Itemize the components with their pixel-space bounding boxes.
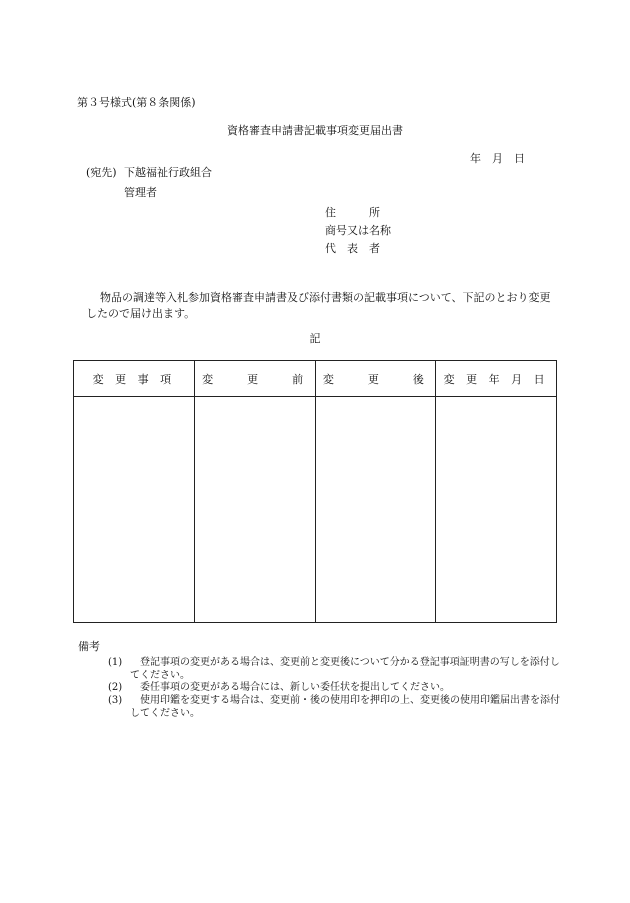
table-row [74,397,557,623]
form-number: 第３号様式(第８条関係) [77,96,196,109]
note-item [108,656,560,682]
note-number: (1) [108,657,123,668]
header-change-date: 変 更 年 月 日 [436,361,557,397]
note-text: 登記事項の変更がある場合は、変更前と変更後について分かる登記事項証明書の写しを添付してください。 [130,657,560,681]
notes-heading: 備考 [78,640,100,653]
header-before: 変 更 前 [194,361,315,397]
body-paragraph: 物品の調達等入札参加資格審査申請書及び添付書類の記載事項について、下記のとおり変更したので届け出ます。 [86,291,551,320]
ki-heading: 記 [309,332,321,345]
addressee-label: (宛先) [86,166,117,179]
note-text: 委任事項の変更がある場合には、新しい委任状を提出してください。 [130,682,450,693]
table-header-row [74,361,557,397]
header-after: 変 更 後 [315,361,436,397]
applicant-representative-label: 代 表 者 [325,242,380,255]
applicant-name-label: 商号又は名称 [325,224,391,237]
cell-before[interactable] [194,397,315,623]
change-table [73,360,557,623]
cell-change-date[interactable] [436,397,557,623]
document-title: 資格審査申請書記載事項変更届出書 [227,124,403,137]
header-change-item: 変 更 事 項 [74,361,195,397]
applicant-address-label: 住 所 [325,206,380,219]
cell-after[interactable] [315,397,436,623]
date-line: 年 月 日 [470,152,525,165]
note-item [108,694,560,720]
note-number: (3) [108,695,123,706]
note-number: (2) [108,682,123,693]
addressee-role: 管理者 [124,186,157,199]
note-item [108,681,560,694]
addressee-name: 下越福祉行政組合 [124,166,212,179]
note-text: 使用印鑑を変更する場合は、変更前・後の使用印を押印の上、変更後の使用印鑑届出書を添付してください。 [130,695,560,719]
cell-change-item[interactable] [74,397,195,623]
